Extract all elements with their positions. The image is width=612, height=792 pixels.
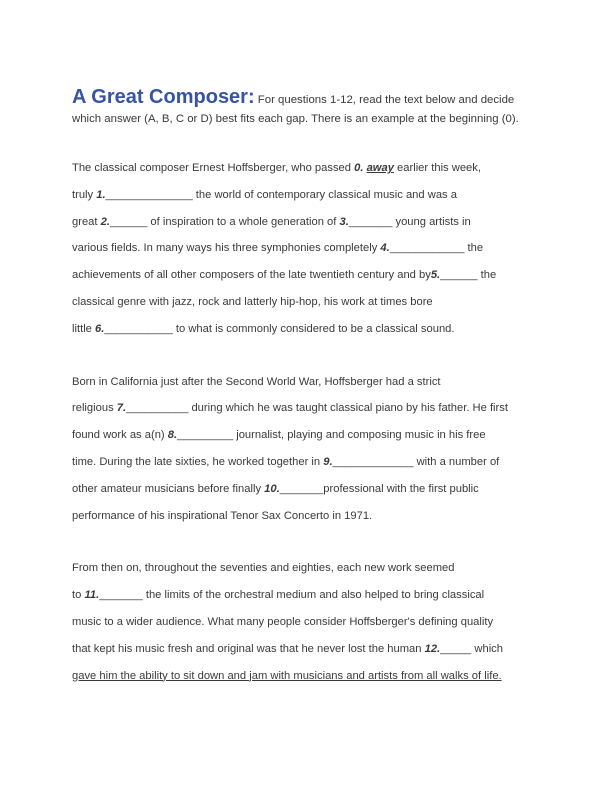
document-page <box>72 88 542 689</box>
text-run: great <box>72 215 101 228</box>
text-line <box>72 449 542 476</box>
text-line <box>72 636 542 663</box>
text-line <box>72 316 542 343</box>
paragraph-3 <box>72 555 542 689</box>
gap-number: 8. <box>167 429 178 442</box>
heading-block <box>72 88 542 129</box>
text-line <box>72 155 542 182</box>
text-run: earlier this week, <box>393 162 481 174</box>
gap-number: 9. <box>323 455 333 468</box>
gap-blank: ___________ to what is commonly considered to be a classical sound. <box>104 322 455 335</box>
instructions-text: For questions 1-12, read the text below and decide which answer (A, B, C or D) best fits each gap. There is an example at the beginning (0). <box>72 94 519 125</box>
text-run: truly <box>72 188 97 201</box>
gap-blank: ____________ the <box>389 242 484 255</box>
text-line <box>72 235 542 262</box>
gap-number: 11. <box>84 589 100 602</box>
text-line <box>72 182 542 209</box>
page-title: A Great Composer: <box>72 86 255 108</box>
paragraph-2 <box>72 369 542 530</box>
text-line: music to a wider audience. What many people consider Hoffsberger's defining quality <box>72 615 494 628</box>
gap-blank: _______ young artists in <box>348 215 471 228</box>
text-run: achievements of all other composers of the late twentieth century and by <box>72 269 431 282</box>
gap-blank: __________ during which he was taught classical piano by his father. He first <box>126 402 508 415</box>
text-run: The classical composer Ernest Hoffsberger, who passed <box>72 162 355 174</box>
text-run: time. During the late sixties, he worked together in <box>72 455 324 468</box>
gap-number: 6. <box>95 322 105 335</box>
text-line <box>72 209 542 236</box>
text-line <box>72 582 542 609</box>
text-run: to <box>72 589 85 602</box>
text-run: little <box>72 322 96 335</box>
text-run: religious <box>72 402 117 415</box>
text-line <box>72 262 542 289</box>
gap-number: 10. <box>264 482 280 495</box>
gap-number: 12. <box>424 642 441 655</box>
example-answer: away <box>366 162 394 174</box>
gap-blank: _____________ with a number of <box>332 455 500 468</box>
text-line: Born in California just after the Second World War, Hoffsberger had a strict <box>72 375 441 388</box>
text-line: classical genre with jazz, rock and latterly hip-hop, his work at times bore <box>72 295 433 308</box>
text-run: various fields. In many ways his three symphonies completely <box>72 242 381 255</box>
gap-blank: ______________ the world of contemporary classical music and was a <box>105 188 457 201</box>
text-run: that kept his music fresh and original was that he never lost the human <box>72 642 425 655</box>
gap-number: 1. <box>96 188 106 201</box>
gap-blank: ______ the <box>440 269 497 282</box>
text-line <box>72 395 542 422</box>
gap-number: 7. <box>116 402 127 415</box>
gap-blank: _____ which <box>440 642 503 655</box>
paragraph-1 <box>72 155 542 343</box>
text-line: gave him the ability to sit down and jam with musicians and artists from all walks of life. <box>72 669 502 682</box>
gap-number: 4. <box>380 242 390 255</box>
gap-blank: _______professional with the first public <box>279 482 479 495</box>
gap-number: 0. <box>354 162 364 174</box>
gap-blank: ______ of inspiration to a whole generation of <box>109 215 340 228</box>
text-line <box>72 422 542 449</box>
gap-blank: _______ the limits of the orchestral medium and also helped to bring classical <box>99 589 485 602</box>
gap-number: 2. <box>100 215 110 228</box>
text-line <box>72 476 542 503</box>
gap-number: 3. <box>339 215 349 228</box>
text-line: From then on, throughout the seventies and eighties, each new work seemed <box>72 562 455 575</box>
gap-blank: _________ journalist, playing and composing music in his free <box>177 429 486 442</box>
gap-number: 5. <box>430 269 441 282</box>
text-line: performance of his inspirational Tenor Sax Concerto in 1971. <box>72 509 373 522</box>
text-run: other amateur musicians before finally <box>72 482 265 495</box>
text-run: found work as a(n) <box>72 429 168 442</box>
